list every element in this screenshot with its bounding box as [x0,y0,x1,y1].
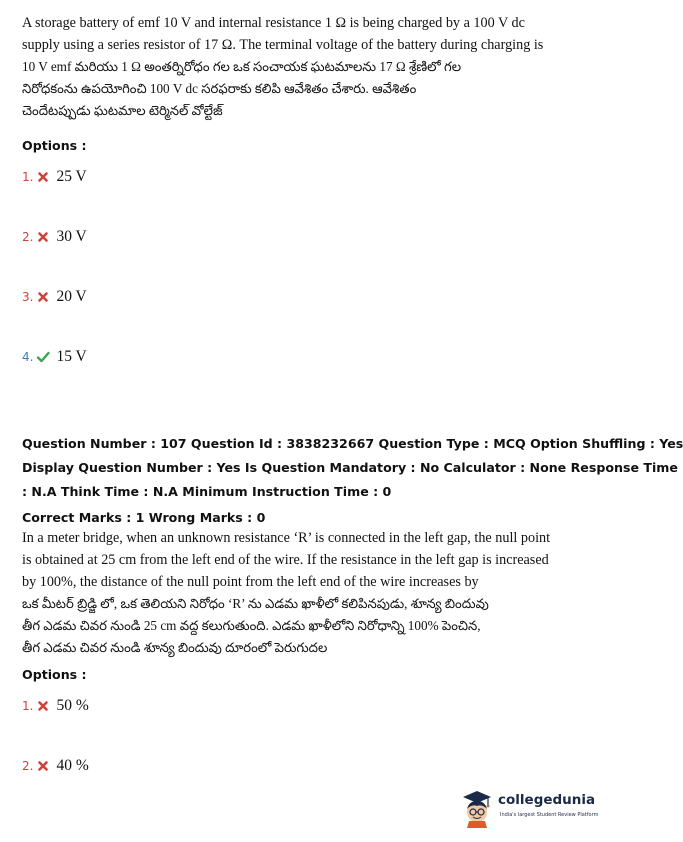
question-2-line: by 100%, the distance of the null point from the left end of the wire increases by [22,574,479,590]
collegedunia-logo [460,788,599,828]
option-item [22,228,87,246]
question-2-text [22,527,551,659]
question-1-line: నిరోధకంను ఉపయోగించి 100 V dc సరఫరాకు కలిపి ఆవేశితం చేశారు. ఆవేశితం [22,81,417,96]
option-value: 20 V [56,288,87,305]
options-label: Options : [22,138,87,153]
meta-line: : N.A Think Time : N.A Minimum Instruction Time : 0 [22,484,392,499]
question-1-text [22,12,544,122]
option-number: 1. [22,699,34,713]
question-1-line: 10 V emf మరియు 1 Ω అంతర్నిరోధం గల ఒక సంచాయక ఘటమాలను 17 Ω శ్రేణిలో గల [22,59,462,74]
question-2-line: is obtained at 25 cm from the left end of the wire. If the resistance in the left gap is increased [22,552,549,568]
wrong-icon [36,699,50,713]
brand-tagline: India's largest Student Review Platform [500,812,599,818]
marks-line: Correct Marks : 1 Wrong Marks : 0 [22,510,266,525]
wrong-icon [36,230,50,244]
option-value: 25 V [56,168,87,185]
option-number: 4. [22,350,34,364]
question-2-line: In a meter bridge, when an unknown resistance ‘R’ is connected in the left gap, the null point [22,530,551,546]
question-2-line: ఒక మీటర్ బ్రిడ్జి లో, ఒక తెలియని నిరోధం ‘R’ ను ఎడమ ఖాళీలో కలిపినపుడు, శూన్య బిందువు [22,596,489,611]
option-item [22,288,87,306]
question-2-line: తీగ ఎడమ చివర నుండి శూన్య బిందువు దూరంలో పెరుగుదల [22,640,328,655]
question-1-line: supply using a series resistor of 17 Ω. The terminal voltage of the battery during charging is [22,37,544,53]
option-value: 50 % [56,697,89,714]
question-2-line: తీగ ఎడమ చివర నుండి 25 cm వద్ద కలుగుతుంది. ఎడమ ఖాళీలోని నిరోధాన్ని 100% పెంచిన, [22,618,481,633]
option-item [22,757,89,775]
option-value: 30 V [56,228,87,245]
option-number: 2. [22,759,34,773]
option-number: 1. [22,170,34,184]
option-value: 40 % [56,757,89,774]
brand-name: collegedunia [498,792,596,808]
meta-line: Display Question Number : Yes Is Question Mandatory : No Calculator : None Response Time [22,460,678,475]
options-label: Options : [22,667,87,682]
question-meta [22,432,683,504]
question-1-line: చెందేటప్పుడు ఘటమాల టెర్మినల్ వోల్టేజ్ [22,103,223,118]
option-number: 2. [22,230,34,244]
check-icon [36,350,50,364]
option-item [22,697,89,715]
meta-line: Question Number : 107 Question Id : 3838232667 Question Type : MCQ Option Shuffling : Yes [22,436,683,451]
wrong-icon [36,170,50,184]
wrong-icon [36,290,50,304]
wrong-icon [36,759,50,773]
option-value: 15 V [56,348,87,365]
mascot-icon [460,788,494,828]
option-number: 3. [22,290,34,304]
option-item [22,168,87,186]
question-1-line: A storage battery of emf 10 V and internal resistance 1 Ω is being charged by a 100 V dc [22,15,525,31]
option-item [22,348,87,366]
